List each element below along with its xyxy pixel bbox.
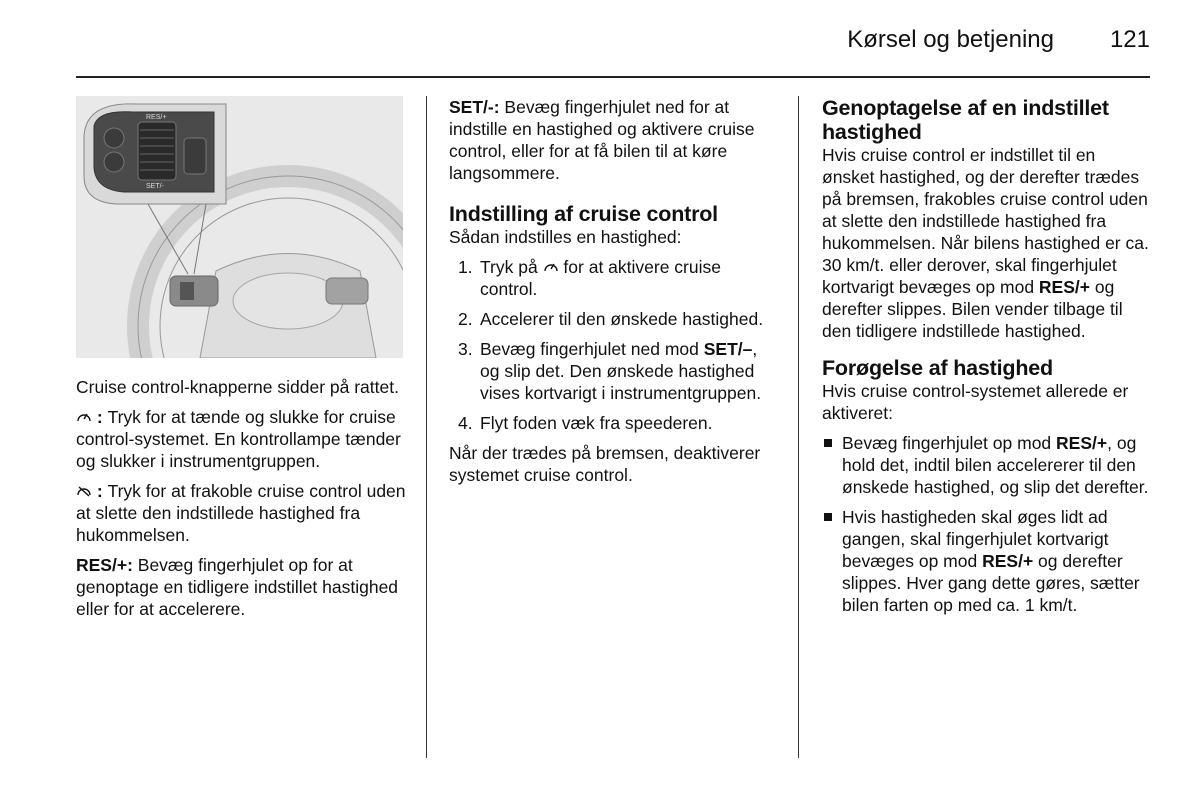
bullet-square-icon <box>824 513 832 521</box>
intro-text: Cruise control-knapperne sidder på rattet. <box>76 377 399 397</box>
increase-intro: Hvis cruise control-systemet allerede er aktiveret: <box>822 381 1129 423</box>
section-heading-increase: Forøgelse af hastighed <box>822 356 1053 380</box>
res-paragraph: RES/+: Bevæg fingerhjulet op for at genoptage en tidligere indstillet hastighed eller for at accelerere. <box>76 555 399 619</box>
res-label: RES/+ <box>146 114 167 121</box>
steering-wheel-illustration <box>76 96 403 358</box>
list-item: 2. Accelerer til den ønskede hastighed. <box>458 309 764 329</box>
steering-wheel-figure <box>76 96 403 358</box>
list-item: 4. Flyt foden væk fra speederen. <box>458 413 713 433</box>
outro-text: Når der trædes på bremsen, deaktiverer systemet cruise control. <box>449 443 761 485</box>
list-item: Hvis hastigheden skal øges lidt ad gangen, skal fingerhjulet kortvarigt bevæges op mod RES/+ og derefter slippes. Hver gang dette gøres, sætter bilen farten op med ca. 1 km/t. <box>822 506 1152 616</box>
cruise-on-icon <box>543 260 559 274</box>
bullet-list <box>822 432 1152 616</box>
cruise-on-paragraph: : Tryk for at tænde og slukke for cruise control-systemet. En kontrollampe tænder og slukker i instrumentgruppen. <box>76 407 401 471</box>
list-item: Bevæg fingerhjulet op mod RES/+, og hold det, indtil bilen accelererer til den ønskede hastighed, og slip det derefter. <box>822 432 1152 498</box>
bullet-square-icon <box>824 439 832 447</box>
page-number: 121 <box>1109 26 1150 53</box>
column-1 <box>76 96 408 628</box>
cruise-on-icon <box>76 410 92 424</box>
column-divider-2 <box>798 96 799 758</box>
steps-list <box>449 256 779 434</box>
column-2 <box>449 96 779 494</box>
section-heading: Indstilling af cruise control <box>449 202 718 226</box>
list-item: 1. Tryk på for at aktivere cruise control. <box>458 257 721 299</box>
list-item: 3. Bevæg fingerhjulet ned mod SET/–, og slip det. Den ønskede hastighed vises kortvarigt i instrumentgruppen. <box>458 339 762 403</box>
section-heading-resume: Genoptagelse af en indstillet hastighed <box>822 96 1109 144</box>
set-label: SET/- <box>146 183 164 190</box>
cruise-cancel-icon <box>76 484 92 498</box>
column-divider-1 <box>426 96 427 758</box>
column-3 <box>822 96 1152 624</box>
page-title: Kørsel og betjening <box>847 26 1054 53</box>
page-header <box>76 22 1150 78</box>
resume-paragraph: Hvis cruise control er indstillet til en ønsket hastighed, og der derefter trædes på bremsen, frakobles cruise control uden at slette den indstillede hastighed fra hukommelsen. Når bilens hastighed er ca. 30 km/t. eller derover, skal fingerhjulet kortvarigt bevæges op mod RES/+ og derefter slippes. Bilen vender tilbage til den tidligere indstillede hastighed. <box>822 145 1149 341</box>
set-paragraph: SET/-: Bevæg fingerhjulet ned for at indstille en hastighed og aktivere cruise control, eller for at få bilen til at køre langsommere. <box>449 97 755 183</box>
cruise-cancel-paragraph: : Tryk for at frakoble cruise control uden at slette den indstillede hastighed fra hukommelsen. <box>76 481 406 545</box>
steps-intro: Sådan indstilles en hastighed: <box>449 227 682 247</box>
